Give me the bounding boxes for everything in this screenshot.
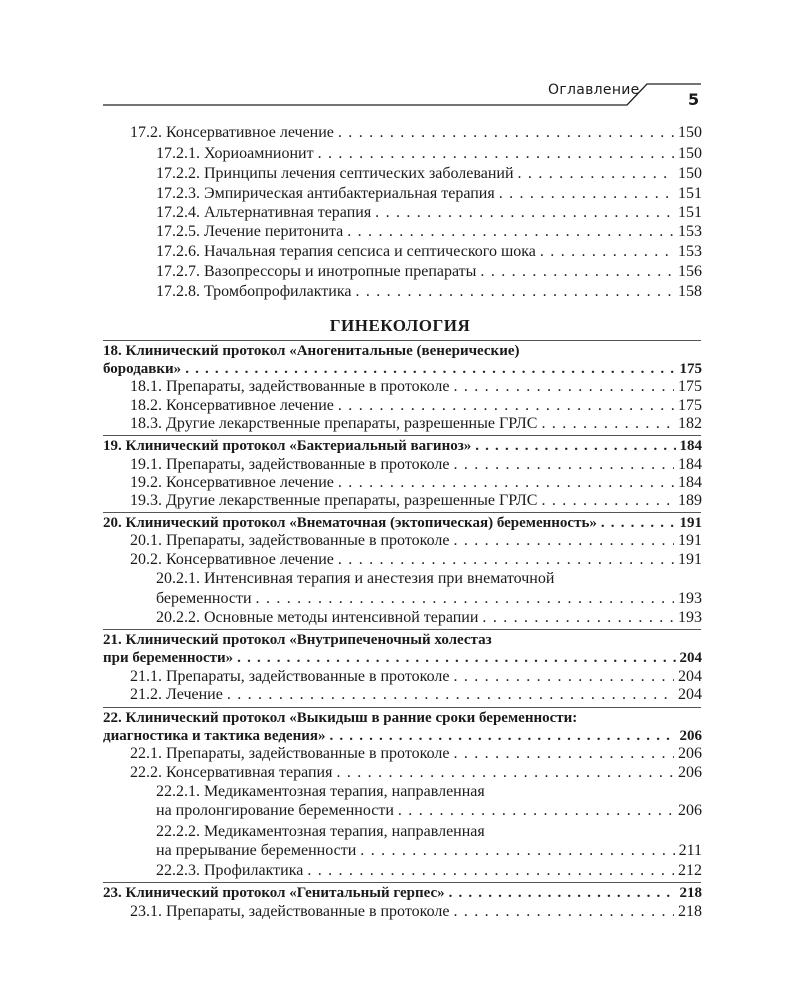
toc-entry[interactable]: 19.3. Другие лекарственные препараты, разрешенные ГРЛС . . . 189 [130,491,702,511]
section-heading: ГИНЕКОЛОГИЯ [329,316,471,335]
toc-entry[interactable]: 19.1. Препараты, задействованные в протоколе . . . 184 [130,455,702,475]
toc-entry[interactable]: 17.2.3. Эмпирическая антибактериальная терапия . . . 151 [156,184,702,204]
toc-entry[interactable]: 21.1. Препараты, задействованные в протоколе . . . 204 [130,667,702,687]
chapter-title-line[interactable]: 18. Клинический протокол «Аногенитальные (венерические) [103,343,520,359]
toc-entry[interactable]: 22.1. Препараты, задействованные в протоколе . . . 206 [130,744,702,764]
toc-entry[interactable]: 20.1. Препараты, задействованные в протоколе . . . 191 [130,531,702,551]
toc-entry[interactable]: 19.2. Консервативное лечение . . . 184 [130,473,702,493]
toc-entry[interactable]: 18.3. Другие лекарственные препараты, разрешенные ГРЛС . . . 182 [130,414,702,434]
toc-entry-line[interactable]: 22.2.1. Медикаментозная терапия, направленная [156,783,485,800]
toc-entry[interactable]: 22.2.3. Профилактика . . . 212 [156,861,702,881]
toc-entry[interactable]: 17.2.6. Начальная терапия сепсиса и септического шока . . . 153 [156,242,702,262]
chapter-entry[interactable]: 20. Клинический протокол «Внематочная (эктопическая) беременность» . . . 191 [103,513,702,533]
chapter-entry[interactable]: 19. Клинический протокол «Бактериальный вагиноз» . . . 184 [103,436,702,456]
page-number: 5 [688,90,700,109]
chapter-entry[interactable]: при беременности» . . . 204 [103,648,702,668]
toc-entry[interactable]: на пролонгирование беременности . . . 206 [156,801,702,821]
toc-entry[interactable]: 18.2. Консервативное лечение . . . 175 [130,396,702,416]
toc-entry[interactable]: 18.1. Препараты, задействованные в протоколе . . . 175 [130,377,702,397]
header-title: Оглавление [548,82,640,98]
running-header [0,0,800,120]
toc-entry[interactable]: 17.2. Консервативное лечение . . . 150 [130,123,702,143]
chapter-entry[interactable]: бородавки» . . . 175 [103,359,702,379]
toc-entry[interactable]: 17.2.8. Тромбопрофилактика . . . 158 [156,282,702,302]
chapter-entry[interactable]: диагностика и тактика ведения» . . . 206 [103,726,702,746]
toc-entry[interactable]: на прерывание беременности . . . 211 [156,841,702,861]
chapter-title-line[interactable]: 22. Клинический протокол «Выкидыш в ранние сроки беременности: [103,710,578,726]
toc-entry[interactable]: 17.2.2. Принципы лечения септических заболеваний . . . 150 [156,164,702,184]
header-rule-graphic [0,0,800,120]
toc-entry[interactable]: 20.2.2. Основные методы интенсивной терапии . . . 193 [156,608,702,628]
toc-entry[interactable]: беременности . . . 193 [156,589,702,609]
toc-entry-line[interactable]: 22.2.2. Медикаментозная терапия, направленная [156,823,485,840]
toc-entry[interactable]: 17.2.4. Альтернативная терапия . . . 151 [156,203,702,223]
toc-entry[interactable]: 20.2. Консервативное лечение . . . 191 [130,550,702,570]
toc-entry-line[interactable]: 20.2.1. Интенсивная терапия и анестезия при внематочной [156,570,555,587]
chapter-entry[interactable]: 23. Клинический протокол «Генитальный герпес» . . . 218 [103,883,702,903]
toc-entry[interactable]: 17.2.5. Лечение перитонита . . . 153 [156,222,702,242]
toc-entry[interactable]: 23.1. Препараты, задействованные в протоколе . . . 218 [130,902,702,922]
toc-entry[interactable]: 17.2.1. Хориоамнионит . . . 150 [156,144,702,164]
toc-entry[interactable]: 21.2. Лечение . . . 204 [130,685,702,705]
chapter-title-line[interactable]: 21. Клинический протокол «Внутрипеченочный холестаз [103,632,492,648]
toc-entry[interactable]: 17.2.7. Вазопрессоры и инотропные препараты . . . 156 [156,262,702,282]
toc-entry[interactable]: 22.2. Консервативная терапия . . . 206 [130,763,702,783]
